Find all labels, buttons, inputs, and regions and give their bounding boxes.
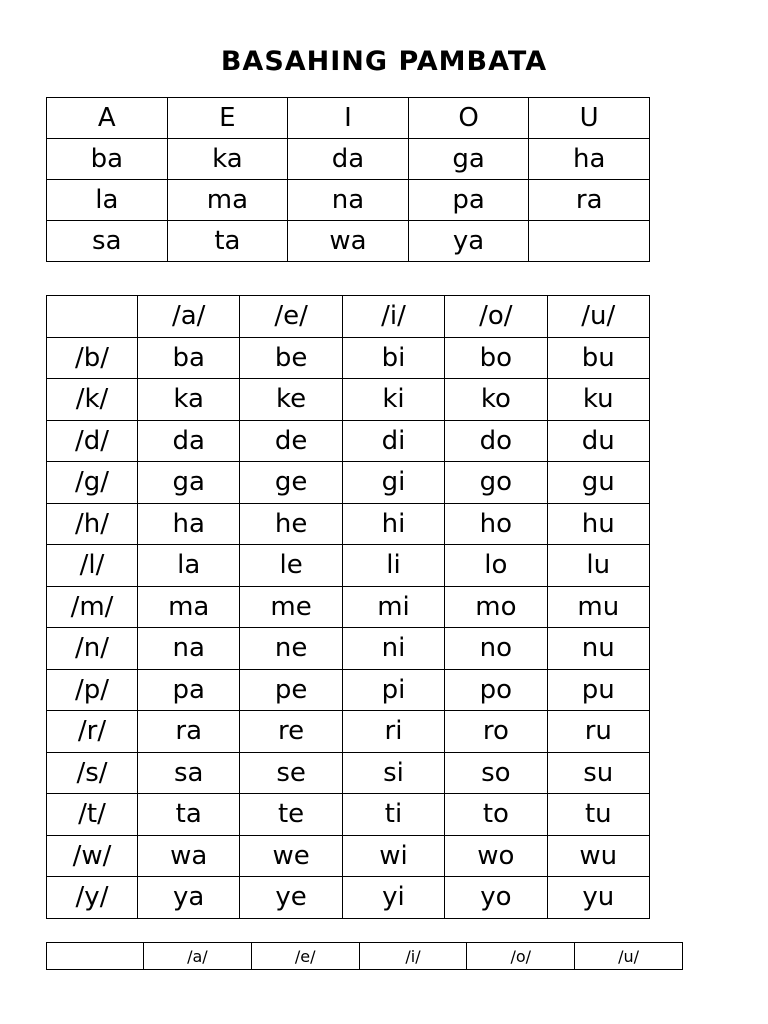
table-cell: ra xyxy=(529,180,650,221)
table-cell: pa xyxy=(408,180,529,221)
table-cell: ba xyxy=(138,337,240,379)
table-cell: ro xyxy=(445,711,547,753)
table-cell: ku xyxy=(547,379,649,421)
header-cell: /a/ xyxy=(138,296,240,338)
table-cell: sa xyxy=(47,221,168,262)
table-cell: ma xyxy=(167,180,288,221)
table-cell: se xyxy=(240,752,342,794)
table-cell: gu xyxy=(547,462,649,504)
table-cell: ka xyxy=(138,379,240,421)
table-row xyxy=(47,462,650,504)
table-cell: ma xyxy=(138,586,240,628)
header-cell: /o/ xyxy=(445,296,547,338)
table-cell: li xyxy=(342,545,444,587)
table-cell: mo xyxy=(445,586,547,628)
header-cell xyxy=(47,943,144,970)
row-header-cell: /y/ xyxy=(47,877,138,919)
table-cell: lo xyxy=(445,545,547,587)
header-cell: /u/ xyxy=(547,296,649,338)
table-cell: te xyxy=(240,794,342,836)
consonant-vowel-table xyxy=(46,295,650,919)
table-cell: sa xyxy=(138,752,240,794)
table-cell: si xyxy=(342,752,444,794)
vowel-header-table xyxy=(46,942,683,970)
table-cell: pe xyxy=(240,669,342,711)
table-cell: ri xyxy=(342,711,444,753)
row-header-cell: /l/ xyxy=(47,545,138,587)
table-cell xyxy=(529,221,650,262)
table-cell: I xyxy=(288,98,409,139)
table-cell: wa xyxy=(138,835,240,877)
table-row xyxy=(47,628,650,670)
row-header-cell: /n/ xyxy=(47,628,138,670)
table-row xyxy=(47,877,650,919)
page-title: BASAHING PAMBATA xyxy=(220,46,548,77)
header-cell: /e/ xyxy=(240,296,342,338)
row-header-cell: /d/ xyxy=(47,420,138,462)
table-cell: le xyxy=(240,545,342,587)
table-cell: ne xyxy=(240,628,342,670)
table-cell: E xyxy=(167,98,288,139)
table-row xyxy=(47,420,650,462)
table-cell: do xyxy=(445,420,547,462)
table-cell: wi xyxy=(342,835,444,877)
table-cell: bi xyxy=(342,337,444,379)
table-cell: da xyxy=(138,420,240,462)
table-cell: so xyxy=(445,752,547,794)
table-cell: ba xyxy=(47,139,168,180)
table-cell: wo xyxy=(445,835,547,877)
table-cell: ya xyxy=(138,877,240,919)
table-cell: de xyxy=(240,420,342,462)
table-cell: mu xyxy=(547,586,649,628)
header-cell xyxy=(47,296,138,338)
table-cell: me xyxy=(240,586,342,628)
header-cell: /e/ xyxy=(251,943,359,970)
table-row xyxy=(47,835,650,877)
table-row xyxy=(47,337,650,379)
row-header-cell: /t/ xyxy=(47,794,138,836)
table-cell: be xyxy=(240,337,342,379)
row-header-cell: /h/ xyxy=(47,503,138,545)
table-row xyxy=(47,545,650,587)
table-cell: bo xyxy=(445,337,547,379)
table-cell: A xyxy=(47,98,168,139)
table-cell: ru xyxy=(547,711,649,753)
table-cell: da xyxy=(288,139,409,180)
table-row xyxy=(47,586,650,628)
table-header-row xyxy=(47,296,650,338)
table-cell: ki xyxy=(342,379,444,421)
table-cell: pi xyxy=(342,669,444,711)
table-cell: lu xyxy=(547,545,649,587)
table-cell: ha xyxy=(529,139,650,180)
table-cell: gi xyxy=(342,462,444,504)
table-cell: nu xyxy=(547,628,649,670)
table-cell: yo xyxy=(445,877,547,919)
table-cell: ga xyxy=(138,462,240,504)
table-row xyxy=(47,794,650,836)
table-cell: ye xyxy=(240,877,342,919)
table-row xyxy=(47,139,650,180)
table-cell: ta xyxy=(138,794,240,836)
table-row xyxy=(47,180,650,221)
table-cell: ha xyxy=(138,503,240,545)
table-row xyxy=(47,503,650,545)
table-row xyxy=(47,379,650,421)
table-cell: la xyxy=(138,545,240,587)
row-header-cell: /m/ xyxy=(47,586,138,628)
table-cell: ti xyxy=(342,794,444,836)
table-row xyxy=(47,711,650,753)
table-cell: ra xyxy=(138,711,240,753)
table-cell: yi xyxy=(342,877,444,919)
table-cell: pa xyxy=(138,669,240,711)
table-cell: no xyxy=(445,628,547,670)
table-row xyxy=(47,221,650,262)
table-cell: U xyxy=(529,98,650,139)
header-cell: /a/ xyxy=(144,943,252,970)
table-cell: wa xyxy=(288,221,409,262)
table-cell: tu xyxy=(547,794,649,836)
table-row xyxy=(47,752,650,794)
syllable-table xyxy=(46,97,650,262)
row-header-cell: /p/ xyxy=(47,669,138,711)
table-cell: to xyxy=(445,794,547,836)
table-cell: ni xyxy=(342,628,444,670)
table-cell: ya xyxy=(408,221,529,262)
header-cell: /o/ xyxy=(467,943,575,970)
table-cell: ga xyxy=(408,139,529,180)
row-header-cell: /k/ xyxy=(47,379,138,421)
table-cell: ke xyxy=(240,379,342,421)
table-cell: na xyxy=(138,628,240,670)
table-cell: pu xyxy=(547,669,649,711)
header-cell: /i/ xyxy=(359,943,467,970)
header-cell: /u/ xyxy=(575,943,683,970)
row-header-cell: /g/ xyxy=(47,462,138,504)
table-cell: na xyxy=(288,180,409,221)
header-cell: /i/ xyxy=(342,296,444,338)
table-cell: mi xyxy=(342,586,444,628)
table-cell: bu xyxy=(547,337,649,379)
table-cell: ge xyxy=(240,462,342,504)
row-header-cell: /w/ xyxy=(47,835,138,877)
table-cell: su xyxy=(547,752,649,794)
table-row xyxy=(47,669,650,711)
table-cell: ta xyxy=(167,221,288,262)
table-cell: du xyxy=(547,420,649,462)
table-cell: go xyxy=(445,462,547,504)
table-cell: po xyxy=(445,669,547,711)
table-cell: wu xyxy=(547,835,649,877)
table-cell: he xyxy=(240,503,342,545)
table-cell: ko xyxy=(445,379,547,421)
table-cell: ho xyxy=(445,503,547,545)
row-header-cell: /r/ xyxy=(47,711,138,753)
table-cell: ka xyxy=(167,139,288,180)
table-cell: la xyxy=(47,180,168,221)
table-cell: re xyxy=(240,711,342,753)
table-cell: we xyxy=(240,835,342,877)
table-cell: yu xyxy=(547,877,649,919)
row-header-cell: /b/ xyxy=(47,337,138,379)
table-cell: di xyxy=(342,420,444,462)
table-cell: hu xyxy=(547,503,649,545)
table-header-row xyxy=(47,943,683,970)
table-cell: hi xyxy=(342,503,444,545)
row-header-cell: /s/ xyxy=(47,752,138,794)
table-row xyxy=(47,98,650,139)
table-cell: O xyxy=(408,98,529,139)
